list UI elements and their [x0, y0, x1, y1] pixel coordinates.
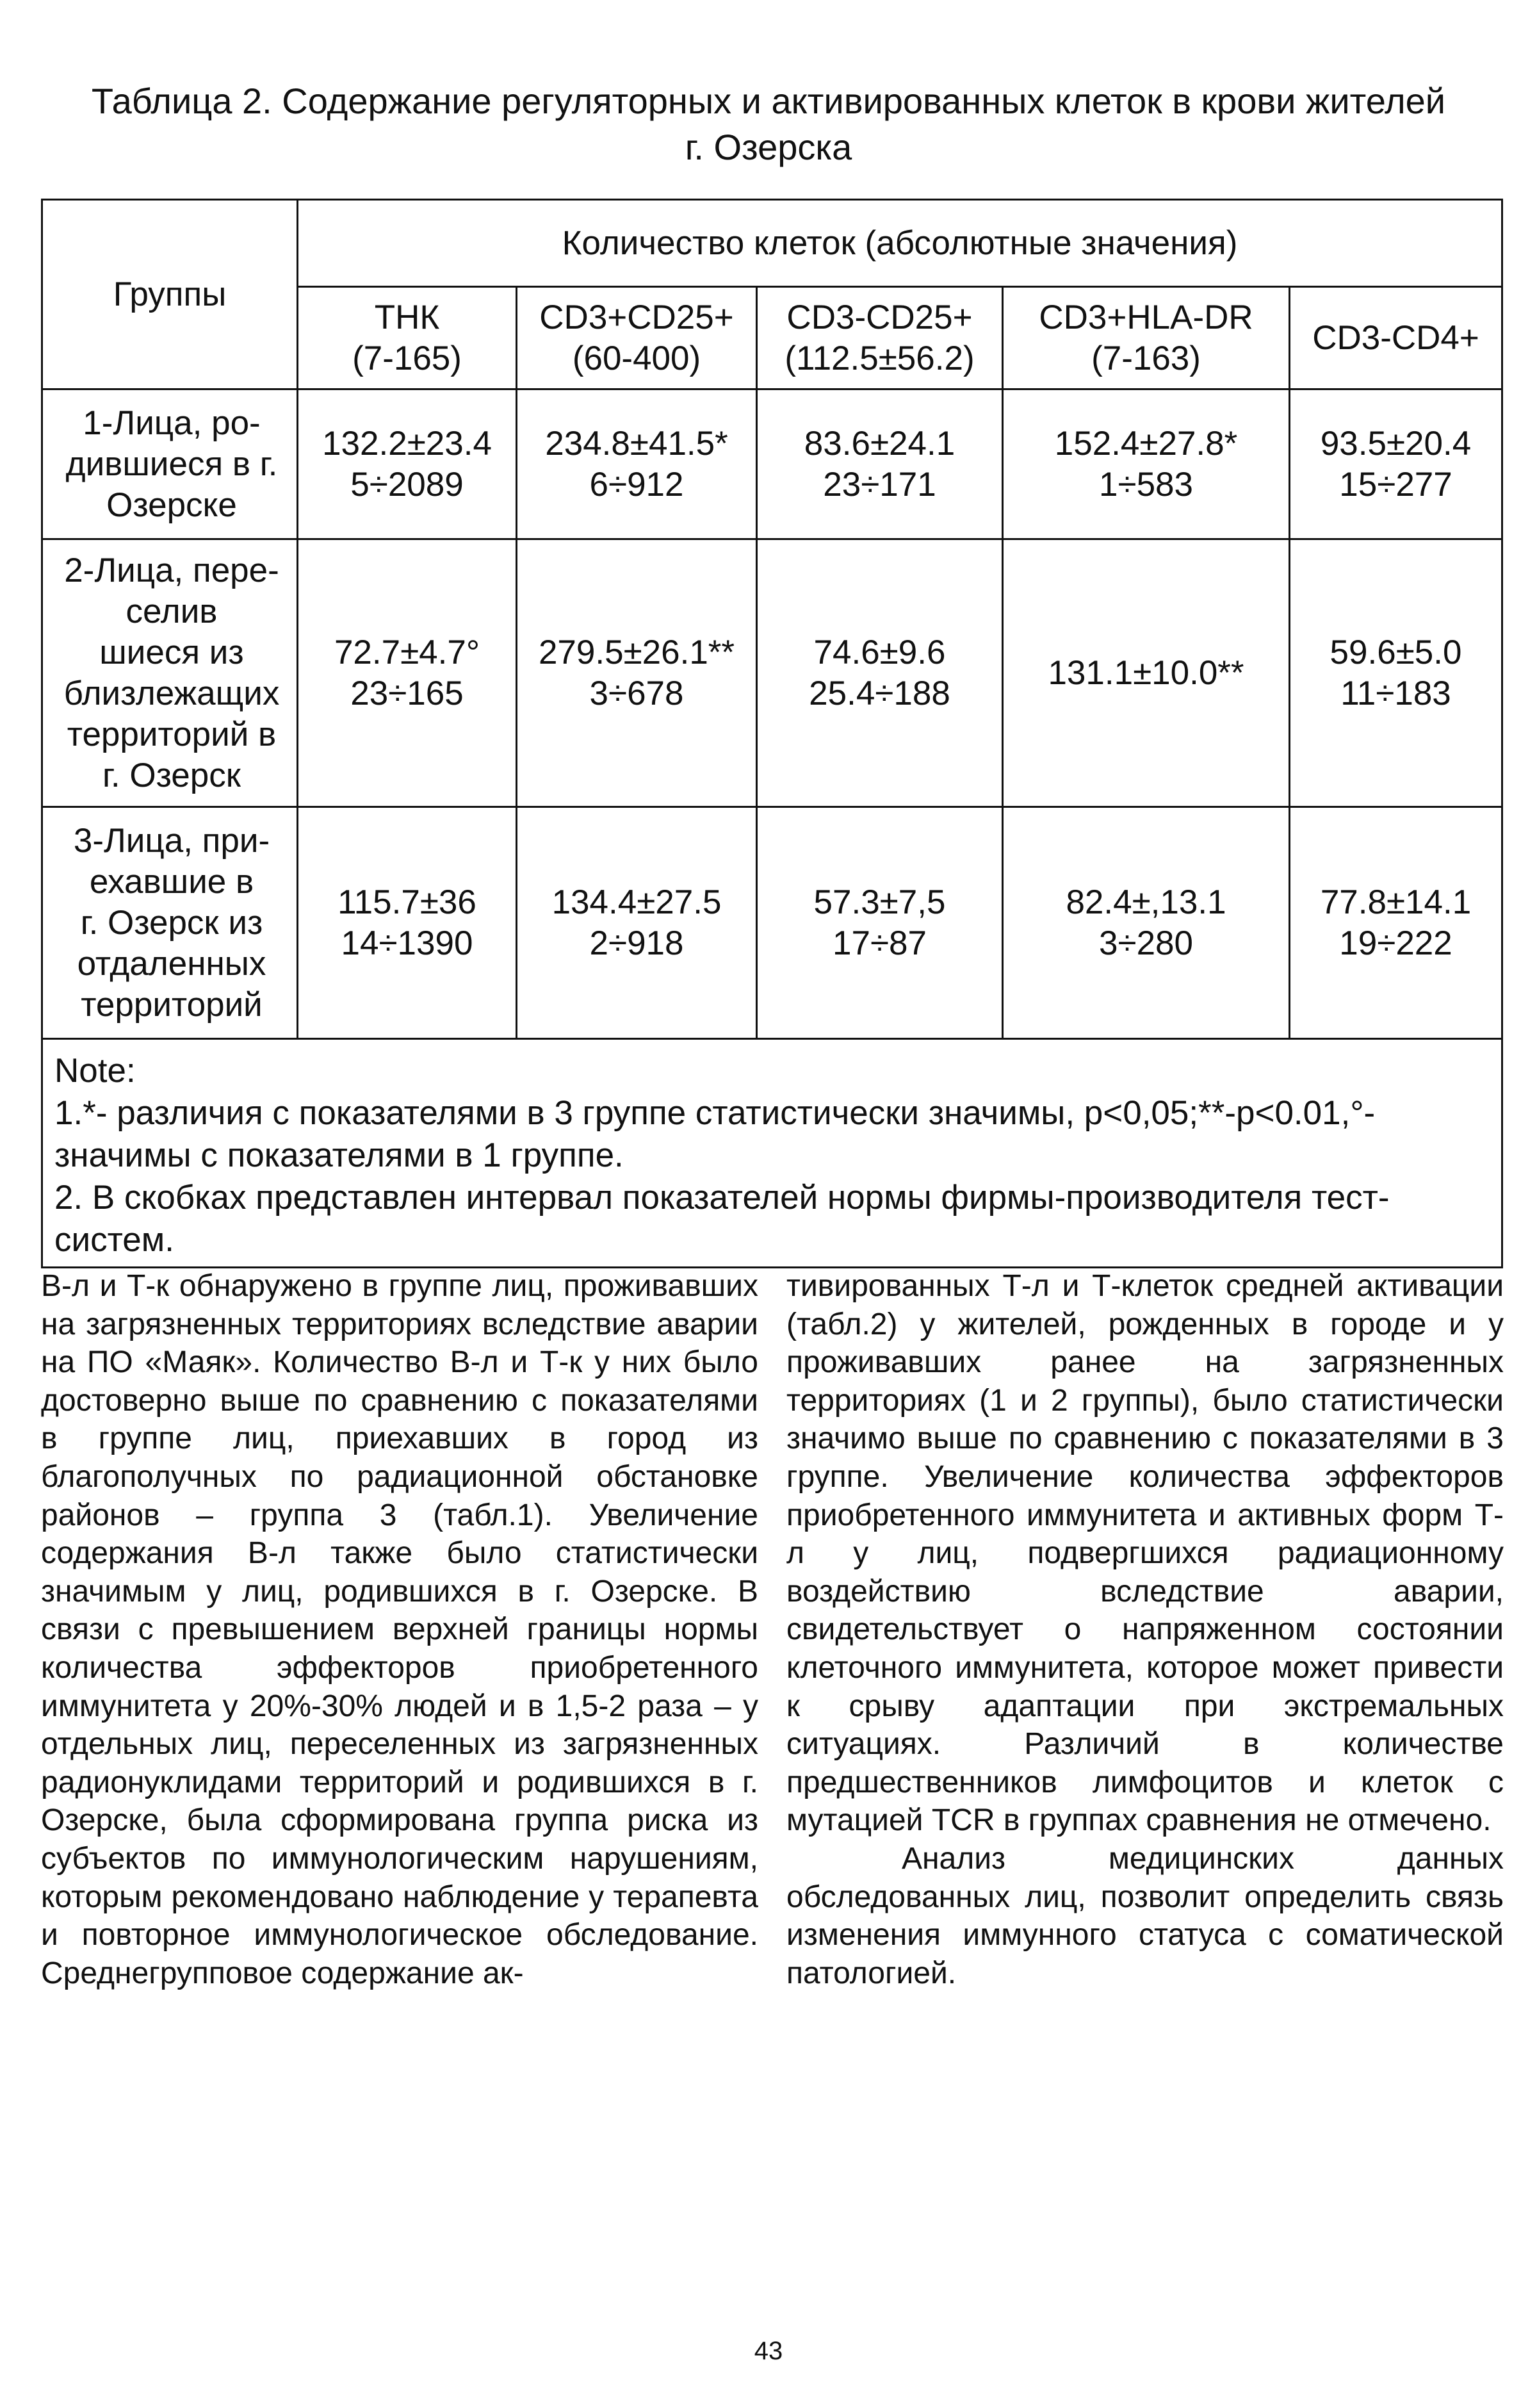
- cell-mean: 115.7±36: [337, 883, 476, 921]
- column-name: CD3+HLA-DR: [1039, 298, 1253, 336]
- data-cell: [1003, 389, 1290, 539]
- page-number: 43: [754, 2337, 783, 2365]
- table-caption: [77, 78, 1460, 170]
- cell-range: 1÷583: [1099, 465, 1193, 504]
- data-cell: [757, 539, 1003, 807]
- cell-mean: 134.4±27.5: [551, 883, 722, 921]
- cell-range: 23÷171: [823, 465, 936, 504]
- group-line: Озерске: [106, 486, 237, 524]
- cell-mean: 152.4±27.8*: [1054, 424, 1238, 463]
- data-cell: [757, 807, 1003, 1039]
- column-norm: (7-165): [352, 339, 462, 377]
- cell-mean: 72.7±4.7°: [334, 633, 480, 671]
- column-name: ТНК: [374, 298, 440, 336]
- data-cell: [517, 539, 757, 807]
- group-line: отдаленных: [77, 944, 266, 983]
- column-norm: (60-400): [572, 339, 701, 377]
- cell-mean: 77.8±14.1: [1320, 883, 1472, 921]
- cell-range: 3÷280: [1099, 924, 1193, 962]
- cell-mean: 57.3±7,5: [813, 883, 946, 921]
- group-line: территорий в: [67, 715, 277, 753]
- data-cell: [517, 807, 757, 1039]
- cell-mean: 59.6±5.0: [1330, 633, 1462, 671]
- cell-mean: 131.1±10.0**: [1048, 653, 1244, 692]
- cell-mean: 83.6±24.1: [804, 424, 956, 463]
- data-cell: [1003, 807, 1290, 1039]
- cell-range: 6÷912: [589, 465, 684, 504]
- group-line: близлежащих: [63, 674, 280, 712]
- cell-mean: 93.5±20.4: [1320, 424, 1472, 463]
- table-note: [42, 1039, 1502, 1268]
- note-line: 2. В скобках представлен интервал показателей нормы фирмы-производителя тест-: [54, 1179, 1390, 1216]
- column-header: [517, 287, 757, 389]
- cell-mean: 132.2±23.4: [322, 424, 492, 463]
- body-paragraph: тивированных Т-л и Т-клеток средней активации (табл.2) у жителей, рожденных в городе и у проживавших ранее на загрязненных территориях (1 и 2 группы), было статистически значимо выше по сравнению с показателями в 3 группе. Увеличение количества эффекторов приобретенного иммунитета и активных форм Т-л у лиц, подвергшихся радиационному воздействию вследствие аварии, свидетельствует о напряженном состоянии клеточного иммунитета, которое может привести к срыву адаптации при экстремальных ситуациях. Различий в количестве предшественников лимфоцитов и клеток с мутацией TCR в группах сравнения не отмечено.: [786, 1269, 1504, 1838]
- cell-range: 15÷277: [1339, 465, 1452, 504]
- group-line: 1-Лица, ро-: [83, 404, 261, 442]
- group-line: ехавшие в: [89, 862, 254, 901]
- cell-range: 5÷2089: [350, 465, 464, 504]
- cell-mean: 279.5±26.1**: [538, 633, 735, 671]
- data-cell: [1290, 389, 1502, 539]
- group-line: г. Озерск из: [80, 903, 263, 942]
- note-line: 1.*- различия с показателями в 3 группе статистически значимы, p<0,05;**-p<0.01,°-: [54, 1094, 1376, 1132]
- data-cell: [1290, 807, 1502, 1039]
- group-line: дившиеся в г.: [65, 445, 278, 483]
- note-line: систем.: [54, 1221, 174, 1259]
- column-name: CD3+CD25+: [539, 298, 734, 336]
- table-row: [42, 389, 1502, 539]
- cell-count-table: [41, 199, 1503, 1268]
- data-cell: [298, 807, 517, 1039]
- group-line: г. Озерск: [102, 756, 241, 794]
- column-name: CD3-CD25+: [786, 298, 973, 336]
- body-paragraph: Анализ медицинских данных обследованных лиц, позволит определить связь изменения иммунного статуса с соматической патологией.: [786, 1841, 1504, 1990]
- cell-range: 17÷87: [833, 924, 927, 962]
- cell-range: 23÷165: [350, 674, 464, 712]
- data-cell: [1003, 539, 1290, 807]
- column-header: [298, 287, 517, 389]
- cell-mean: 74.6±9.6: [813, 633, 946, 671]
- group-cell: [42, 539, 298, 807]
- caption-line-1: Таблица 2. Содержание регуляторных и активированных клеток в крови жителей: [91, 81, 1446, 121]
- cell-range: 3÷678: [589, 674, 684, 712]
- groups-header: Группы: [42, 200, 298, 389]
- data-cell: [757, 389, 1003, 539]
- table-row: [42, 807, 1502, 1039]
- note-line: значимы с показателями в 1 группе.: [54, 1136, 624, 1174]
- caption-line-2: г. Озерска: [685, 127, 852, 167]
- cell-range: 19÷222: [1339, 924, 1452, 962]
- body-column-left: [41, 1267, 758, 1992]
- cell-mean: 234.8±41.5*: [545, 424, 728, 463]
- column-name: CD3-CD4+: [1312, 318, 1479, 357]
- group-line: 2-Лица, пере-: [64, 551, 279, 589]
- data-cell: [298, 389, 517, 539]
- group-cell: [42, 389, 298, 539]
- column-header: [1290, 287, 1502, 389]
- count-header: Количество клеток (абсолютные значения): [298, 200, 1502, 287]
- column-norm: (112.5±56.2): [785, 339, 975, 377]
- group-line: территорий: [81, 985, 263, 1024]
- body-paragraph: В-л и Т-к обнаружено в группе лиц, проживавших на загрязненных территориях вследствие аварии на ПО «Маяк». Количество В-л и Т-к у них было достоверно выше по сравнению с показателями в группе лиц, приехавших в город из благополучных по радиационной обстановке районов – группа 3 (табл.1). Увеличение содержания В-л также было статистически значимым у лиц, родившихся в г. Озерске. В связи с превышением верхней границы нормы количества эффекторов приобретенного иммунитета у 20%-30% людей и в 1,5-2 раза – у отдельных лиц, переселенных из загрязненных радионуклидами территорий и родившихся в г. Озерске, была сформирована группа риска из субъектов по иммунологическим нарушениям, которым рекомендовано наблюдение у терапевта и повторное иммунологическое обследование. Среднегрупповое содержание ак-: [41, 1269, 758, 1990]
- note-row: [42, 1039, 1502, 1268]
- cell-range: 25.4÷188: [809, 674, 950, 712]
- column-norm: (7-163): [1091, 339, 1201, 377]
- group-line: селив: [126, 592, 218, 630]
- body-column-right: [786, 1267, 1504, 1992]
- cell-range: 14÷1390: [341, 924, 473, 962]
- cell-mean: 82.4±,13.1: [1066, 883, 1226, 921]
- table-row: [42, 539, 1502, 807]
- column-header: [757, 287, 1003, 389]
- group-cell: [42, 807, 298, 1039]
- data-cell: [517, 389, 757, 539]
- group-line: 3-Лица, при-: [73, 821, 270, 860]
- column-header: [1003, 287, 1290, 389]
- cell-range: 11÷183: [1340, 674, 1451, 712]
- note-title: Note:: [54, 1052, 136, 1090]
- data-cell: [298, 539, 517, 807]
- cell-range: 2÷918: [589, 924, 684, 962]
- group-line: шиеся из: [99, 633, 244, 671]
- data-cell: [1290, 539, 1502, 807]
